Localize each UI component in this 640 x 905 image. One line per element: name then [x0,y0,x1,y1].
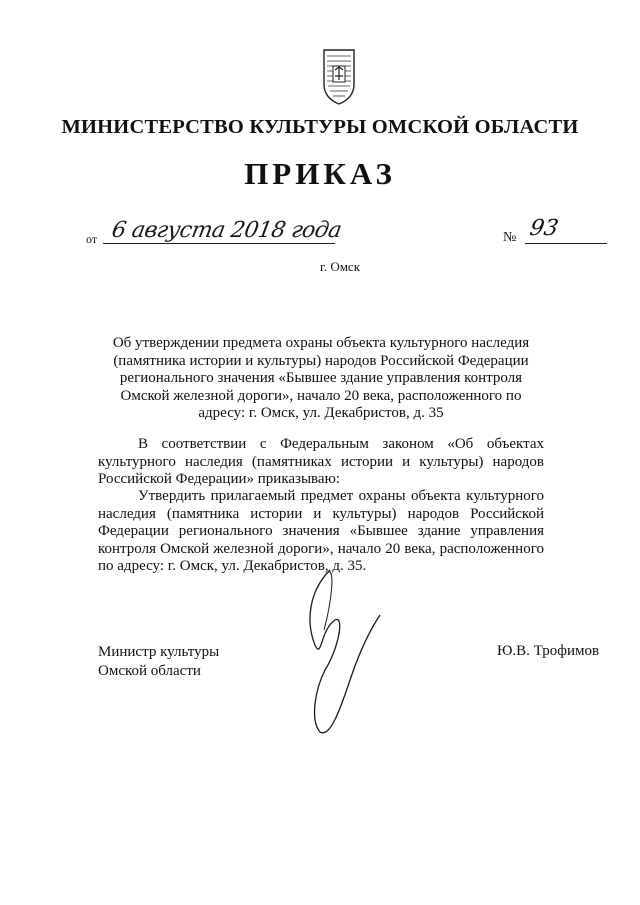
document-type-title: ПРИКАЗ [244,156,396,191]
date-underline [103,243,335,244]
city-label: г. Омск [319,259,361,274]
order-text: Утвердить прилагаемый предмет охраны объекта культурного наследия (памятника истории и культуры) народов Российской Федерации регионального значения «Бывшее здание управления контроля Омской железной дороги», начало 20 века, расположенного по адресу: г. Омск, ул. Декабристов, д. 35. [98,488,544,574]
signatory-name: Ю.В. Трофимов [497,643,600,659]
position-line-1: Министр культуры [98,644,220,660]
ministry-title: МИНИСТЕРСТВО КУЛЬТУРЫ ОМСКОЙ ОБЛАСТИ [61,116,579,138]
handwritten-date: 6 августа 2018 года [109,218,344,243]
preamble-text: В соответствии с Федеральным законом «Об объектах культурного наследия (памятниках истории и культуры) народов Российской Федерации» приказываю: [98,436,544,487]
number-underline [525,243,607,244]
handwritten-number: 93 [527,216,561,241]
preamble-paragraph [98,436,544,489]
position-line-2: Омской области [98,663,201,679]
handwritten-signature [280,560,390,740]
order-subject: Об утверждении предмета охраны объекта культурного наследия (памятника истории и культуры) народов Российской Федерации регионального значения «Бывшее здание управления контроля Омской железной дороги», начало 20 века, расположенного по адресу: г. Омск, ул. Декабристов, д. 35 [112,335,530,421]
signatory-position [98,643,219,681]
date-prefix: от [86,232,98,246]
coat-of-arms-icon [322,48,356,106]
number-prefix: № [503,230,517,245]
